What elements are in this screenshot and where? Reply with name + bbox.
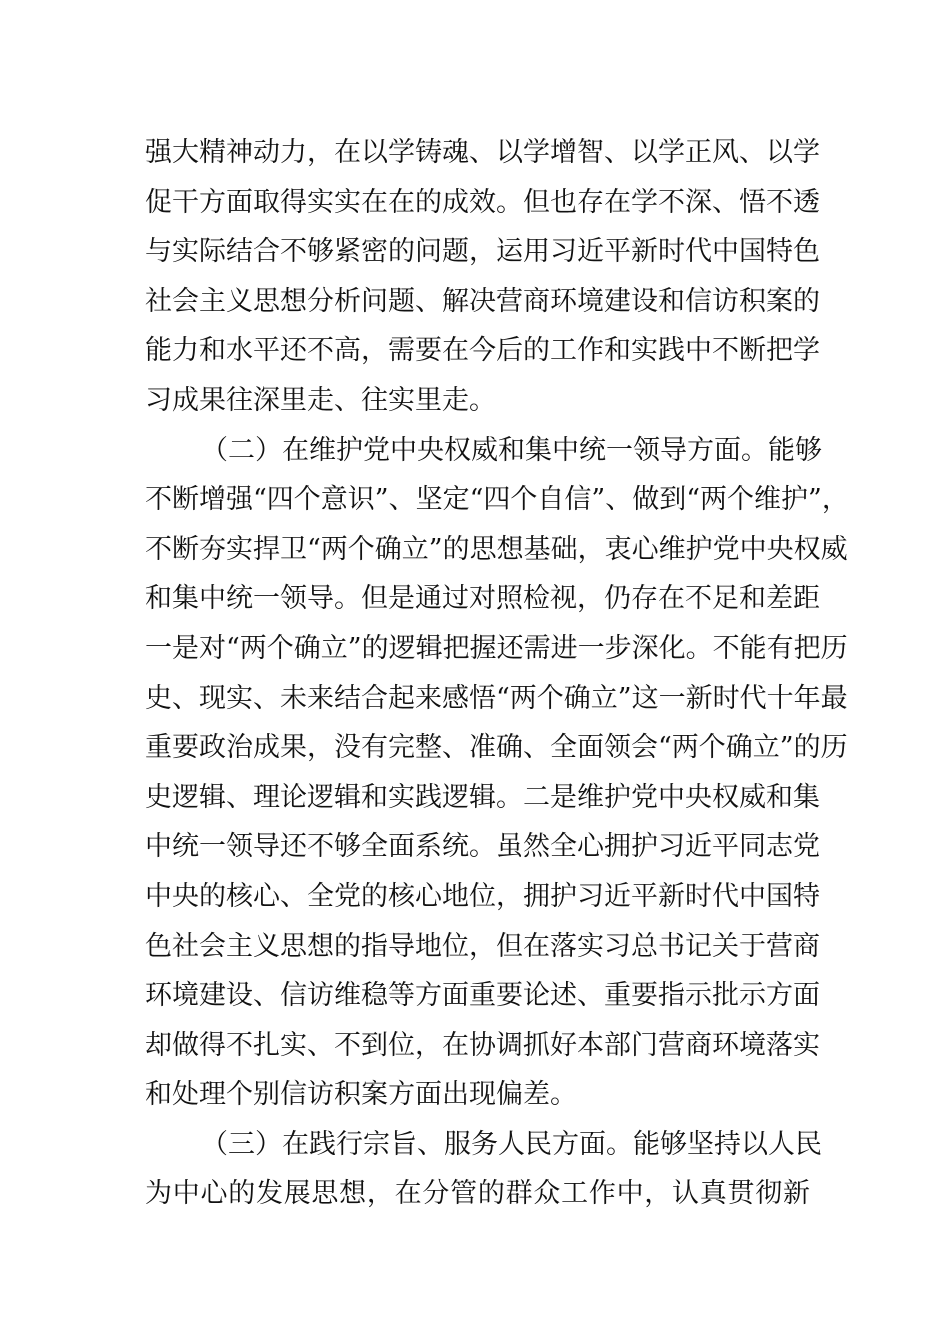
document-body [145, 128, 849, 1219]
text-line: 不断增强“四个意识”、坚定“四个自信”、做到“两个维护”， [145, 484, 849, 516]
text-line: 为中心的发展思想，在分管的群众工作中，认真贯彻新 [145, 1178, 810, 1210]
text-line: 社会主义思想分析问题、解决营商环境建设和信访积案的 [145, 285, 820, 317]
text-line: 一是对“两个确立”的逻辑把握还需进一步深化。不能有把历 [145, 632, 848, 664]
text-line: 和处理个别信访积案方面出现偏差。 [145, 1079, 577, 1111]
text-line: 色社会主义思想的指导地位，但在落实习总书记关于营商 [145, 930, 820, 962]
text-line: 习成果往深里走、往实里走。 [145, 384, 496, 416]
text-line: 中央的核心、全党的核心地位，拥护习近平新时代中国特 [145, 880, 820, 912]
text-line: 和集中统一领导。但是通过对照检视，仍存在不足和差距 [145, 583, 820, 615]
text-line: 史逻辑、理论逻辑和实践逻辑。二是维护党中央权威和集 [145, 781, 820, 813]
text-line: 不断夯实捍卫“两个确立”的思想基础，衷心维护党中央权威 [145, 533, 848, 565]
section-heading-line: （三）在践行宗旨、服务人民方面。能够坚持以人民 [201, 1128, 822, 1160]
text-line: 强大精神动力，在以学铸魂、以学增智、以学正风、以学 [145, 137, 820, 168]
text-line: 中统一领导还不够全面系统。虽然全心拥护习近平同志党 [145, 831, 820, 863]
text-line: 重要政治成果，没有完整、准确、全面领会“两个确立”的历 [145, 732, 848, 764]
text-line: 促干方面取得实实在在的成效。但也存在学不深、悟不透 [145, 186, 820, 218]
text-line: 却做得不扎实、不到位，在协调抓好本部门营商环境落实 [145, 1029, 820, 1061]
text-line: 与实际结合不够紧密的问题，运用习近平新时代中国特色 [145, 236, 820, 268]
text-line: 能力和水平还不高，需要在今后的工作和实践中不断把学 [145, 335, 820, 367]
text-line: 环境建设、信访维稳等方面重要论述、重要指示批示方面 [145, 980, 820, 1012]
section-heading-line: （二）在维护党中央权威和集中统一领导方面。能够 [201, 434, 822, 466]
text-line: 史、现实、未来结合起来感悟“两个确立”这一新时代十年最 [145, 682, 848, 714]
